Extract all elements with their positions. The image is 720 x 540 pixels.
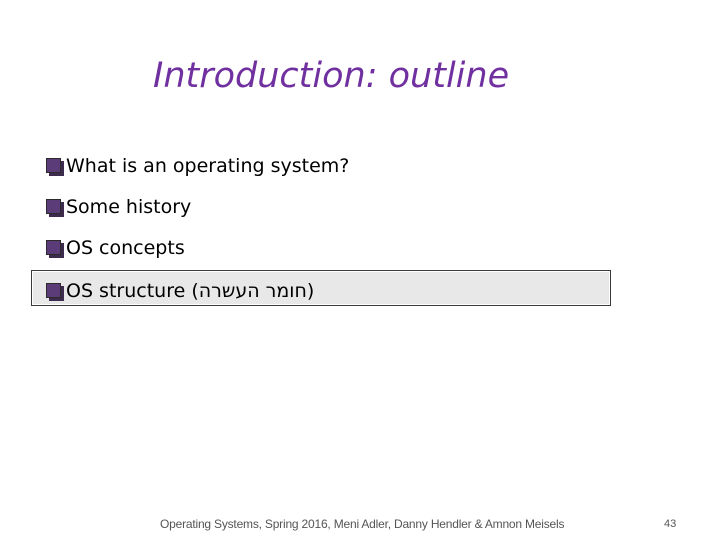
square-bullet-icon bbox=[46, 283, 62, 300]
bullet-text: Some history bbox=[66, 196, 192, 218]
square-bullet-icon bbox=[46, 240, 62, 257]
square-bullet-icon bbox=[46, 158, 62, 175]
bullet-text: What is an operating system? bbox=[66, 155, 350, 177]
page-number: 43 bbox=[664, 518, 677, 530]
bullet-text: OS structure (חומר העשרה) bbox=[66, 280, 315, 302]
square-bullet-icon bbox=[46, 199, 62, 216]
bullet-item bbox=[46, 232, 185, 264]
bullet-item bbox=[46, 150, 349, 182]
bullet-item bbox=[46, 191, 191, 223]
bullet-item-highlighted bbox=[46, 275, 314, 307]
slide-footer: Operating Systems, Spring 2016, Meni Adler, Danny Hendler & Amnon Meisels bbox=[160, 517, 565, 531]
bullet-text: OS concepts bbox=[66, 237, 185, 259]
slide-title: Introduction: outline bbox=[153, 56, 510, 96]
